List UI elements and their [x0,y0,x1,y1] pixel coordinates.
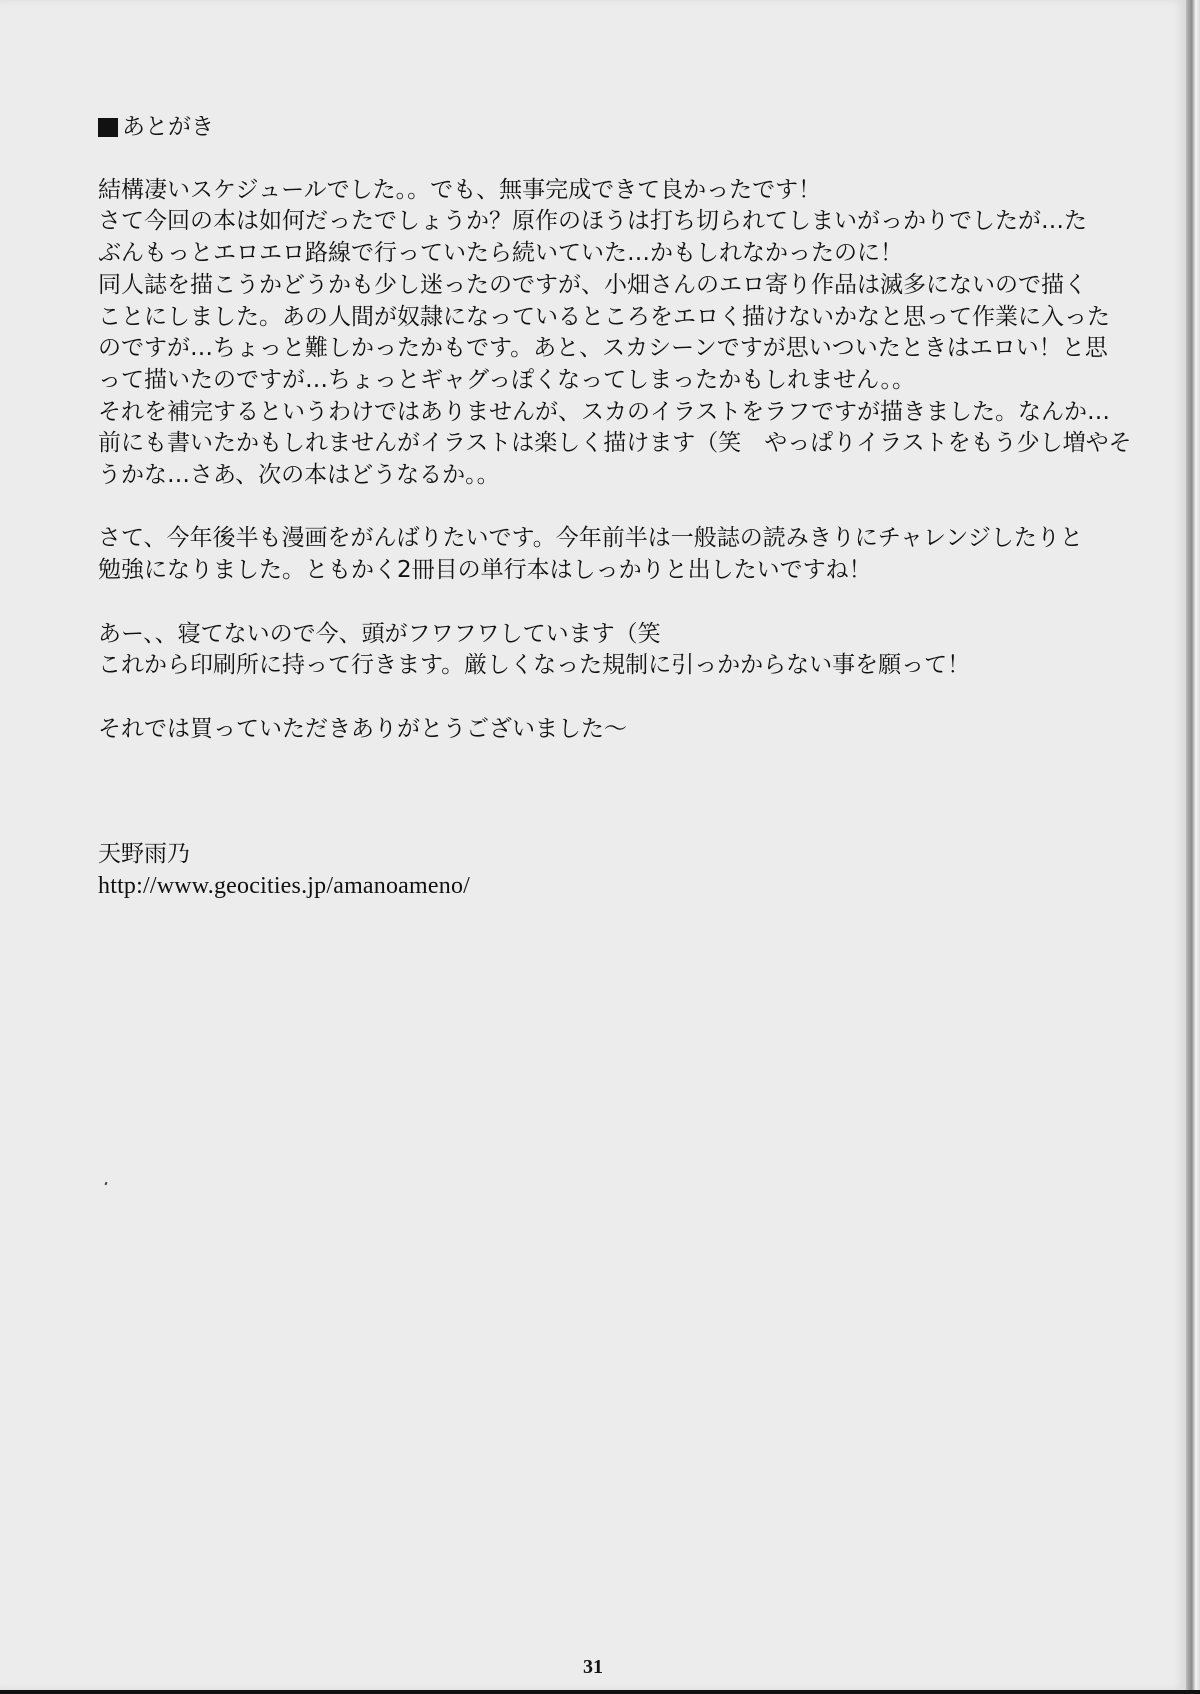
text-line: さて、今年後半も漫画をがんばりたいです。今年前半は一般誌の読みきりにチャレンジしたりと [98,525,1083,552]
afterword-content [98,112,1132,903]
scan-edge-bottom [0,1690,1200,1694]
text-line: 勉強になりました。ともかく2冊目の単行本はしっかりと出したいですね！ [98,557,872,584]
scan-speck [105,1182,108,1186]
square-bullet-icon [98,118,118,137]
text-line: って描いたのですが…ちょっとギャグっぽくなってしまったかもしれません。。 [98,366,915,393]
paragraph-2 [98,523,1098,586]
paragraph-3 [98,619,1098,682]
text-line: これから印刷所に持って行きます。厳しくなった規制に引っかからない事を願って！ [98,652,971,679]
text-line: さて今回の本は如何だったでしょうか？原作のほうは打ち切られてしまいがっかりでしたが…た [98,208,1087,235]
afterword-heading [98,112,1098,144]
paragraph-1 [98,175,1132,492]
text-line: のですが…ちょっと難しかったかもです。あと、スカシーンですが思いついたときはエロい！と思 [98,335,1108,362]
scan-edge-right [1186,0,1200,1694]
text-line: 前にも書いたかもしれませんがイラストは楽しく描けます（笑 やっぱりイラストをもう少し増やそ [98,430,1132,457]
text-line: それでは買っていただきありがとうございました～ [98,715,627,742]
paragraph-4 [98,714,1098,746]
text-line: うかな…さあ、次の本はどうなるか。。 [98,462,500,489]
text-line: 同人誌を描こうかどうかも少し迷ったのですが、小畑さんのエロ寄り作品は滅多にないので描く [98,271,1087,298]
text-line: それを補完するというわけではありませんが、スカのイラストをラフですが描きました。なんか… [98,398,1110,425]
author-name: 天野雨乃 [98,841,190,868]
text-line: ぶんもっとエロエロ路線で行っていたら続いていた…かもしれなかったのに！ [98,240,903,267]
text-line: あー、、寝てないので今、頭がフワフワしています（笑 [98,620,661,647]
heading-text: あとがき [122,114,214,140]
signature-block [98,839,1098,902]
text-line: 結構凄いスケジュールでした。。でも、無事完成できて良かったです！ [98,176,822,203]
author-url[interactable]: http://www.geocities.jp/amanoameno/ [98,873,471,900]
page-number: 31 [583,1656,603,1678]
text-line: ことにしました。あの人間が奴隷になっているところをエロく描けないかなと思って作業に入った [98,303,1110,330]
